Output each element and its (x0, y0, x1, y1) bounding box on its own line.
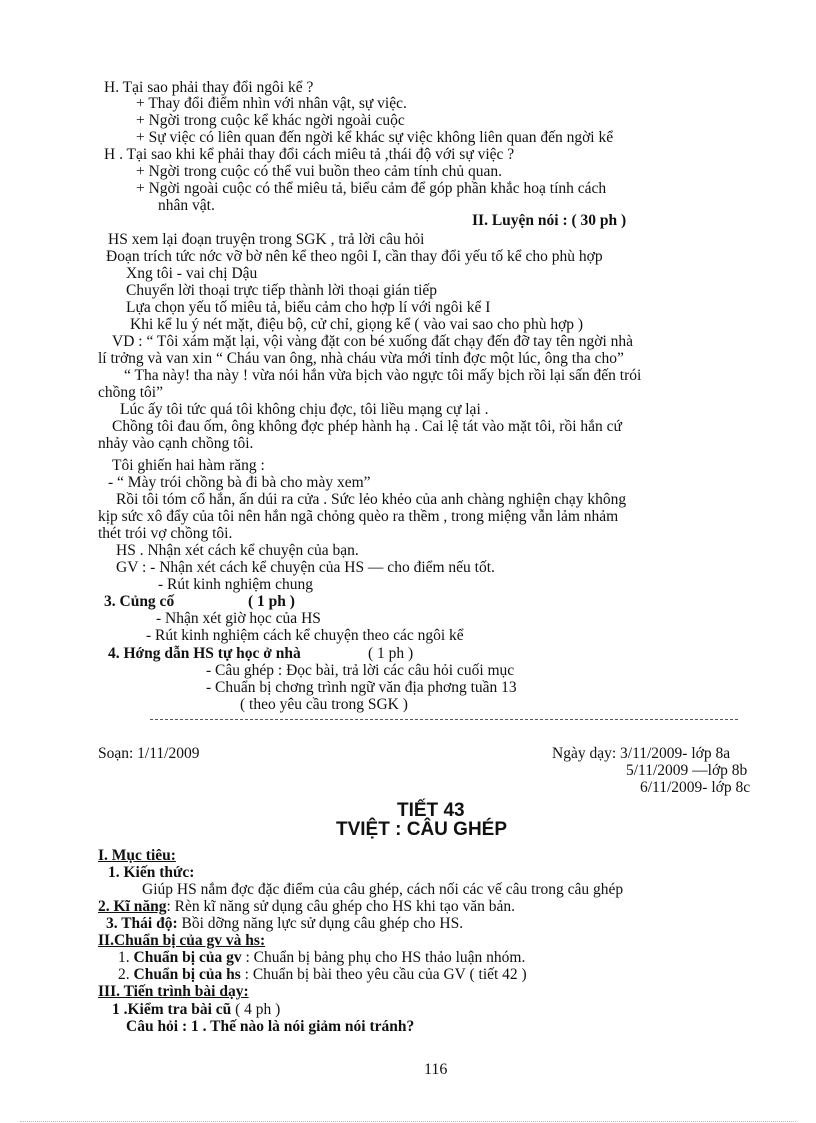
answer-line: + Ngời trong cuộc có thể vui buồn theo cảm tính chủ quan. (136, 163, 503, 180)
chuan-bi-gv-label: Chuẩn bị của gv (133, 949, 242, 966)
example-line: Rồi tôi tóm cổ hắn, ấn dúi ra cửa . Sức lẻo khẻo của anh chàng nghiện chạy không (116, 491, 627, 508)
paragraph-line: Đoạn trích tức nớc vỡ bờ nên kể theo ngôi I, cần thay đổi yếu tố kể cho phù hợp (106, 248, 603, 265)
heading-kiem-tra: 1 .Kiểm tra bài cũ (112, 1001, 232, 1018)
example-line: chồng tôi” (98, 384, 163, 401)
answer-line: + Ngời ngoài cuộc có thể miêu tả, biểu cảm để góp phần khắc hoạ tính cách (136, 180, 607, 197)
lesson-title: TVIỆT : CÂU GHÉP (336, 819, 508, 840)
example-line: kịp sức xô đẩy của tôi nên hắn ngã chỏng quèo ra thềm , trong miệng vẫn lảm nhảm (98, 508, 619, 525)
gv-line: GV : - Nhận xét cách kể chuyện của HS — cho điểm nếu tốt. (116, 559, 495, 576)
section-cung-co: 3. Củng cố (104, 593, 175, 610)
page-number: 116 (424, 1061, 448, 1078)
heading-tien-trinh: III. Tiến trình bài dạy: (98, 983, 249, 1000)
section-heading-luyen-noi: II. Luyện nói : ( 30 ph ) (472, 212, 627, 229)
section-huong-dan: 4. Hớng dẫn HS tự học ở nhà (108, 645, 301, 662)
ngay-day-3: 6/11/2009- lớp 8c (640, 779, 751, 796)
lesson-number: TIẾT 43 (397, 800, 465, 821)
heading-thai-do: 3. Thái độ: (106, 915, 178, 932)
list-item: - Câu ghép : Đọc bài, trả lời các câu hỏi cuối mục (206, 662, 515, 679)
list-item: - Nhận xét giờ học của HS (156, 610, 321, 627)
question-1: H. Tại sao phải thay đổi ngôi kể ? (104, 79, 314, 96)
heading-kien-thuc: 1. Kiến thức: (108, 864, 195, 881)
chuan-bi-hs-label: Chuẩn bị của hs (133, 966, 241, 983)
thai-do-text: Bồi dỡng năng lực sử dụng câu ghép cho HS. (177, 915, 464, 932)
chuan-bi-gv-number: 1. (118, 949, 130, 966)
heading-chuan-bi: II.Chuẩn bị của gv và hs: (98, 932, 266, 949)
kien-thuc-text: Giúp HS nắm đợc đặc điểm của câu ghép, cách nối các vế câu trong câu ghép (142, 881, 624, 898)
paragraph-line: Xng tôi - vai chị Dậu (126, 265, 258, 282)
answer-line: + Sự việc có liên quan đến ngời kể khác sự việc không liên quan đến ngời kể (136, 129, 614, 146)
paragraph-line: HS xem lại đoạn truyện trong SGK , trả lời câu hỏi (108, 231, 425, 248)
answer-line: + Thay đổi điểm nhìn với nhân vật, sự việc. (136, 95, 407, 112)
chuan-bi-hs-number: 2. (118, 966, 130, 983)
cau-hoi-line: Câu hỏi : 1 . Thế nào là nói giảm nói tránh? (126, 1018, 415, 1035)
paragraph-line: Khi kể lu ý nét mặt, điệu bộ, cử chỉ, giọng kể ( vào vai sao cho phù hợp ) (130, 316, 584, 333)
example-line: “ Tha này! tha này ! vừa nói hắn vừa bịch vào ngực tôi mấy bịch rồi lại sấn đến trói (124, 367, 642, 384)
kiem-tra-line (112, 1002, 280, 1018)
example-line: VD : “ Tôi xám mặt lại, vội vàng đặt con bé xuống đất chạy đến đỡ tay tên ngời nhà (112, 333, 634, 350)
hs-line: HS . Nhận xét cách kể chuyện của bạn. (116, 542, 359, 559)
section-cung-co-time: ( 1 ph ) (248, 593, 295, 610)
heading-muc-tieu: I. Mục tiêu: (98, 847, 176, 864)
heading-ki-nang: 2. Kĩ năng (98, 898, 167, 915)
kiem-tra-time: ( 4 ph ) (231, 1001, 281, 1018)
example-line: Tôi ghiến hai hàm răng : (112, 457, 265, 474)
chuan-bi-gv-text: : Chuẩn bị bảng phụ cho HS thảo luận nhóm. (241, 949, 526, 966)
paragraph-line: Lựa chọn yếu tố miêu tả, biểu cảm cho hợp lí với ngôi kể I (126, 299, 491, 316)
answer-line: + Ngời trong cuộc kể khác ngời ngoài cuộc (136, 112, 405, 129)
list-item: ( theo yêu cầu trong SGK ) (240, 696, 408, 713)
example-line: Chồng tôi đau ốm, ông không đợc phép hành hạ . Cai lệ tát vào mặt tôi, rồi hắn cứ (112, 418, 622, 435)
example-line: Lúc ấy tôi tức quá tôi không chịu đợc, tôi liều mạng cự lại . (120, 401, 489, 418)
ngay-day-1: Ngày dạy: 3/11/2009- lớp 8a (552, 745, 731, 762)
dashed-separator (150, 719, 738, 720)
paragraph-line: Chuyển lời thoại trực tiếp thành lời thoại gián tiếp (126, 282, 438, 299)
page-bottom-border (20, 1121, 796, 1122)
ki-nang-text: : Rèn kĩ năng sử dụng câu ghép cho HS khi tạo văn bản. (166, 898, 515, 915)
chuan-bi-gv-line (118, 950, 525, 966)
soan-date: Soạn: 1/11/2009 (98, 745, 200, 762)
question-2: H . Tại sao khi kể phải thay đổi cách miêu tả ,thái độ với sự việc ? (104, 146, 515, 163)
ki-nang-line (98, 899, 515, 915)
example-line: - “ Mày trói chồng bà đi bà cho mày xem” (108, 474, 371, 491)
list-item: - Chuẩn bị chơng trình ngữ văn địa phơng tuần 13 (206, 679, 517, 696)
section-huong-dan-time: ( 1 ph ) (368, 645, 414, 662)
example-line: nhảy vào cạnh chồng tôi. (98, 435, 254, 452)
answer-line: nhân vật. (158, 197, 215, 214)
ngay-day-2: 5/11/2009 —lớp 8b (626, 762, 748, 779)
example-line: lí trởng và van xin “ Cháu van ông, nhà cháu vừa mới tỉnh đợc một lúc, ông tha cho” (98, 350, 624, 367)
gv-line-2: - Rút kinh nghiệm chung (158, 576, 313, 593)
list-item: - Rút kinh nghiệm cách kể chuyện theo các ngôi kể (146, 627, 464, 644)
chuan-bi-hs-text: : Chuẩn bị bài theo yêu cầu của GV ( tiết 42 ) (240, 966, 527, 983)
thai-do-line (106, 916, 463, 932)
chuan-bi-hs-line (118, 967, 527, 983)
example-line: thét trói vợ chồng tôi. (98, 525, 233, 542)
